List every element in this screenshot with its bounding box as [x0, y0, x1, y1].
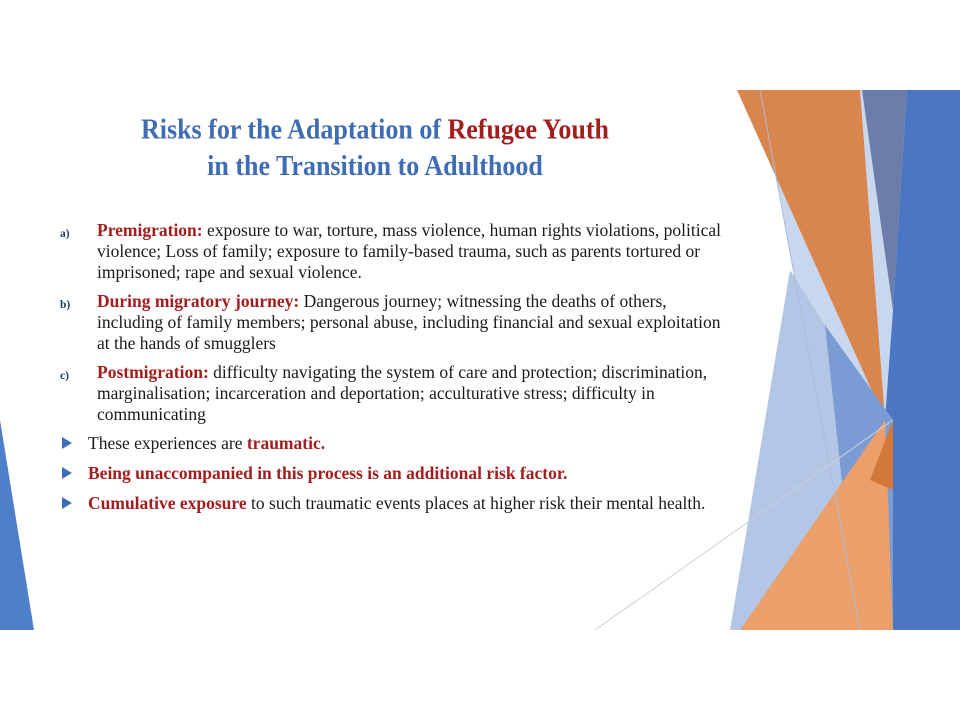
sub-item-text: Dangerous journey; witnessing the deaths of others, including of family members; personal abuse, including financial and sexual exploitation at the hands of smugglers	[97, 291, 721, 353]
bullet-unaccompanied	[56, 463, 736, 484]
slide	[0, 90, 960, 630]
triangle-bullet-icon	[62, 467, 72, 479]
sub-item-migratory-journey	[56, 291, 736, 354]
title-part-1: Risks for the Adaptation of	[140, 113, 448, 145]
left-blue-sliver	[0, 420, 34, 630]
slide-content	[56, 220, 736, 523]
sub-item-premigration	[56, 220, 736, 283]
sub-item-text: exposure to war, torture, mass violence, human rights violations, political violence; Loss of family; exposure to family-based trauma, such as parents tortured or imprisoned; rape and sexual violence.	[97, 220, 721, 282]
sub-item-text: difficulty navigating the system of care and protection; discrimination, marginalisation; incarceration and deportation; acculturative stress; difficulty in communicating	[97, 362, 708, 424]
bullet-traumatic	[56, 433, 736, 454]
sub-item-term: Postmigration:	[97, 362, 209, 382]
triangle-bullet-icon	[62, 437, 72, 449]
title-highlight: Refugee Youth	[447, 113, 610, 145]
bullet-text: These experiences are	[88, 433, 247, 453]
triangle-bullet-icon	[62, 497, 72, 509]
slide-title	[40, 111, 710, 184]
sub-item-term: During migratory journey:	[97, 291, 300, 311]
sub-item-term: Premigration:	[97, 220, 203, 240]
sub-item-marker: a)	[60, 228, 70, 240]
sub-item-postmigration	[56, 362, 736, 425]
bullet-emphasis: Cumulative exposure	[88, 493, 247, 513]
sub-item-marker: b)	[60, 299, 71, 311]
title-line-2: in the Transition to Adulthood	[207, 150, 543, 182]
bullet-cumulative-exposure	[56, 493, 736, 514]
sub-item-marker: c)	[60, 370, 69, 382]
title-line-1	[40, 111, 710, 148]
bullet-emphasis: traumatic.	[246, 433, 326, 453]
bullet-text-post: to such traumatic events places at higher risk their mental health.	[246, 493, 706, 513]
bullet-emphasis: Being unaccompanied in this process is an additional risk factor.	[88, 463, 568, 483]
